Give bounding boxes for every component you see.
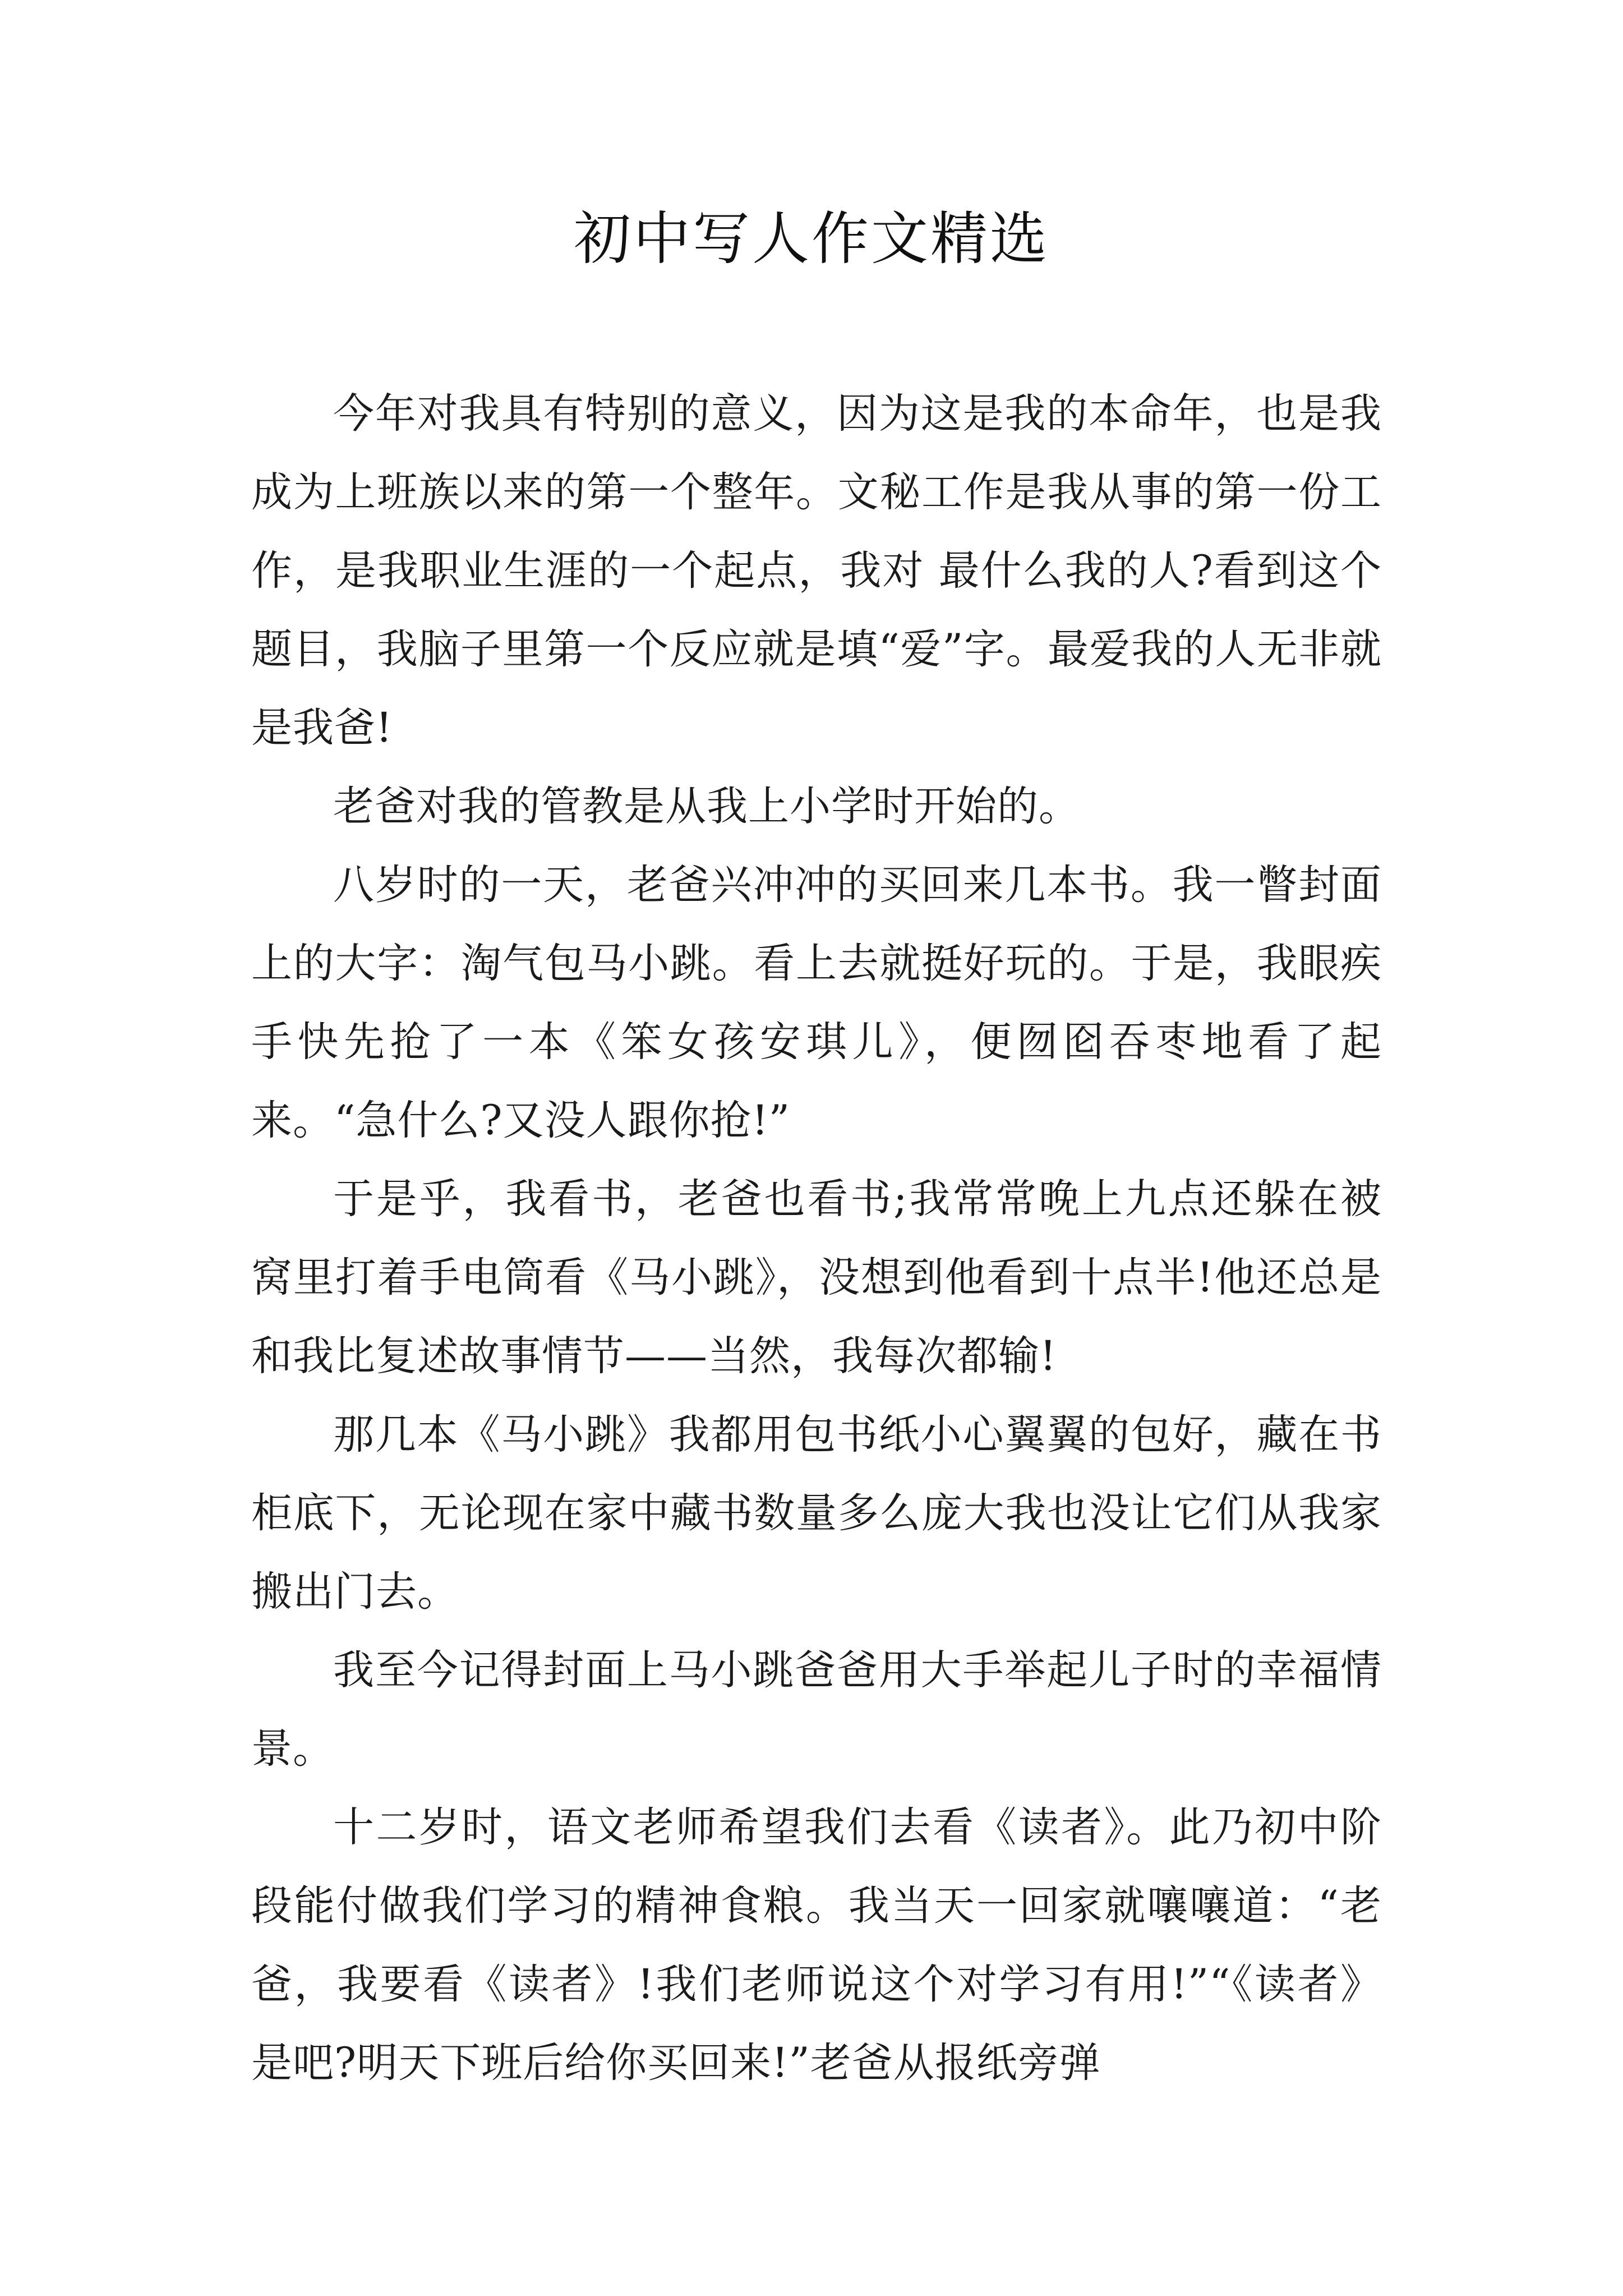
paragraph-5: 那几本《马小跳》我都用包书纸小心翼翼的包好，藏在书柜底下，无论现在家中藏书数量多么庞大我也没让它们从我家搬出门去。 (251, 1411, 1382, 1616)
paragraph-1: 今年对我具有特别的意义，因为这是我的本命年，也是我成为上班族以来的第一个整年。文秘工作是我从事的第一份工作，是我职业生涯的一个起点，我对 最什么我的人?看到这个题目，我脑子里第一个反应就是填“爱”字。最爱我的人无非就是我爸! (251, 390, 1382, 752)
paragraph-3: 八岁时的一天，老爸兴冲冲的买回来几本书。我一瞥封面上的大字：淘气包马小跳。看上去就挺好玩的。于是，我眼疾手快先抢了一本《笨女孩安琪儿》，便囫囵吞枣地看了起来。“急什么?又没人跟你抢!” (251, 861, 1382, 1144)
document-title: 初中写人作文精选 (574, 206, 1049, 273)
paragraph-6: 我至今记得封面上马小跳爸爸用大手举起儿子时的幸福情景。 (251, 1646, 1382, 1773)
paragraph-4: 于是乎，我看书，老爸也看书;我常常晚上九点还躲在被窝里打着手电筒看《马小跳》，没想到他看到十点半!他还总是和我比复述故事情节——当然，我每次都输! (251, 1175, 1382, 1380)
paragraph-2: 老爸对我的管教是从我上小学时开始的。 (333, 783, 1080, 830)
document-body (251, 375, 1382, 2102)
paragraph-7: 十二岁时，语文老师希望我们去看《读者》。此乃初中阶段能付做我们学习的精神食粮。我当天一回家就嚷嚷道：“老爸，我要看《读者》!我们老师说这个对学习有用!”“《读者》是吧?明天下班后给你买回来!”老爸从报纸旁弹 (251, 1803, 1382, 2087)
